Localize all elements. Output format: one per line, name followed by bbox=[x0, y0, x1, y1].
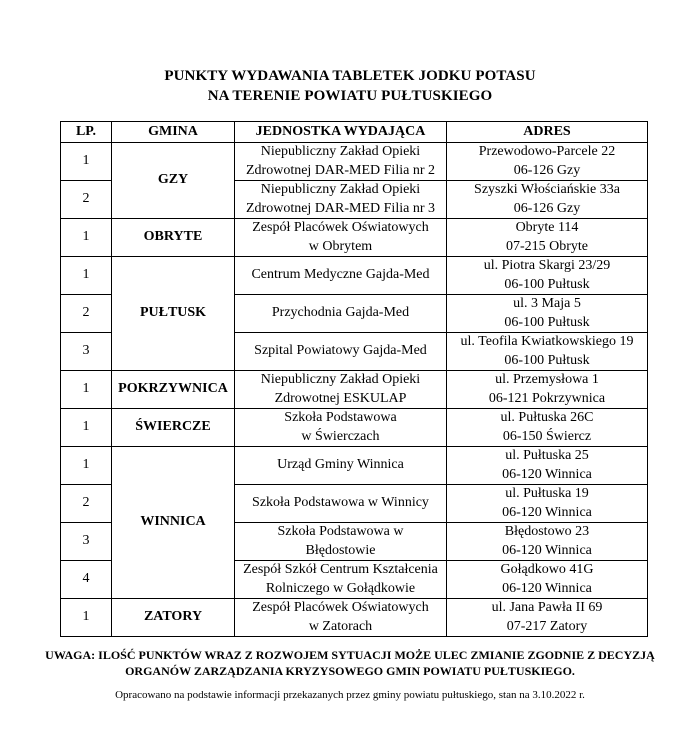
address-line: Obryte 114 bbox=[515, 220, 579, 235]
warning-line-1: UWAGA: ILOŚĆ PUNKTÓW WRAZ Z ROZWOJEM SYTUACJI MOŻE ULEC ZMIANIE ZGODNIE Z DECYZJĄ bbox=[45, 648, 655, 662]
unit-line: w Świerczach bbox=[301, 428, 380, 444]
table-row bbox=[61, 447, 648, 485]
title-line-1: PUNKTY WYDAWANIA TABLETEK JODKU POTASU bbox=[164, 68, 536, 84]
row-number: 2 bbox=[61, 181, 112, 219]
gmina-name: ZATORY bbox=[112, 599, 235, 637]
address-line: ul. Pułtuska 19 bbox=[505, 486, 589, 501]
unit-line: Zdrowotnej DAR-MED Filia nr 2 bbox=[246, 162, 435, 178]
table-row bbox=[61, 599, 648, 637]
address-line: ul. 3 Maja 5 bbox=[513, 296, 581, 311]
unit-cell bbox=[235, 295, 447, 333]
unit-cell bbox=[235, 257, 447, 295]
unit-cell bbox=[235, 371, 447, 409]
address-cell bbox=[447, 181, 648, 219]
unit-cell bbox=[235, 447, 447, 485]
gmina-name: GZY bbox=[112, 143, 235, 219]
unit-line: Rolniczego w Gołądkowie bbox=[265, 580, 416, 596]
address-line: Szyszki Włościańskie 33a bbox=[474, 182, 620, 197]
address-cell bbox=[447, 599, 648, 637]
source-footer: Opracowano na podstawie informacji przekazanych przez gminy powiatu pułtuskiego, stan na 3.10.2022 r. bbox=[115, 689, 585, 701]
table-row bbox=[61, 371, 648, 409]
address-cell bbox=[447, 371, 648, 409]
unit-cell bbox=[235, 143, 447, 181]
address-line: 06-121 Pokrzywnica bbox=[488, 390, 606, 406]
gmina-name: PUŁTUSK bbox=[112, 257, 235, 371]
unit-line: Szkoła Podstawowa bbox=[284, 410, 397, 425]
row-number: 2 bbox=[61, 485, 112, 523]
address-line: 06-100 Pułtusk bbox=[504, 314, 590, 330]
warning-note bbox=[0, 648, 700, 679]
address-line: 06-100 Pułtusk bbox=[504, 276, 590, 292]
document-title bbox=[0, 66, 700, 106]
unit-cell bbox=[235, 333, 447, 371]
row-number: 1 bbox=[61, 371, 112, 409]
table-row bbox=[61, 143, 648, 181]
address-line: 06-120 Winnica bbox=[502, 542, 592, 558]
table-header-row bbox=[61, 122, 648, 143]
unit-cell bbox=[235, 561, 447, 599]
unit-cell bbox=[235, 181, 447, 219]
row-number: 1 bbox=[61, 599, 112, 637]
row-number: 2 bbox=[61, 295, 112, 333]
address-line: 06-120 Winnica bbox=[502, 466, 592, 482]
unit-line: Zespół Placówek Oświatowych bbox=[252, 220, 429, 235]
unit-line: Szkoła Podstawowa w bbox=[277, 524, 404, 539]
row-number: 3 bbox=[61, 333, 112, 371]
header-lp: LP. bbox=[61, 122, 112, 143]
unit-cell bbox=[235, 409, 447, 447]
address-line: 06-120 Winnica bbox=[502, 580, 592, 596]
warning-line-2: ORGANÓW ZARZĄDZANIA KRYZYSOWEGO GMIN POWIATU PUŁTUSKIEGO. bbox=[125, 663, 575, 678]
row-number: 1 bbox=[61, 409, 112, 447]
address-line: 06-120 Winnica bbox=[502, 504, 592, 520]
unit-line: Błędostowie bbox=[305, 542, 376, 558]
unit-line: Szkoła Podstawowa w Winnicy bbox=[252, 495, 429, 511]
gmina-name: ŚWIERCZE bbox=[112, 409, 235, 447]
unit-line: Urząd Gminy Winnica bbox=[277, 457, 404, 473]
header-gmina: GMINA bbox=[112, 122, 235, 143]
unit-cell bbox=[235, 523, 447, 561]
address-cell bbox=[447, 409, 648, 447]
address-line: 07-215 Obryte bbox=[505, 238, 589, 254]
address-line: ul. Jana Pawła II 69 bbox=[491, 600, 603, 615]
address-cell bbox=[447, 143, 648, 181]
address-cell bbox=[447, 561, 648, 599]
address-line: 07-217 Zatory bbox=[506, 618, 588, 634]
address-cell bbox=[447, 257, 648, 295]
distribution-points-table bbox=[60, 121, 648, 637]
unit-cell bbox=[235, 599, 447, 637]
address-cell bbox=[447, 219, 648, 257]
table-body bbox=[61, 143, 648, 637]
row-number: 1 bbox=[61, 257, 112, 295]
unit-cell bbox=[235, 485, 447, 523]
address-cell bbox=[447, 485, 648, 523]
address-line: ul. Pułtuska 26C bbox=[500, 410, 594, 425]
gmina-name: OBRYTE bbox=[112, 219, 235, 257]
address-line: 06-126 Gzy bbox=[513, 200, 581, 216]
table-row bbox=[61, 257, 648, 295]
address-line: ul. Pułtuska 25 bbox=[505, 448, 589, 463]
unit-line: Zdrowotnej DAR-MED Filia nr 3 bbox=[246, 200, 435, 216]
table-row bbox=[61, 409, 648, 447]
title-line-2: NA TERENIE POWIATU PUŁTUSKIEGO bbox=[207, 88, 493, 104]
header-address: ADRES bbox=[447, 122, 648, 143]
address-cell bbox=[447, 295, 648, 333]
unit-line: Szpital Powiatowy Gajda-Med bbox=[254, 343, 427, 359]
address-cell bbox=[447, 447, 648, 485]
address-cell bbox=[447, 523, 648, 561]
address-line: 06-100 Pułtusk bbox=[504, 352, 590, 368]
address-line: 06-150 Świercz bbox=[502, 428, 592, 444]
unit-line: Niepubliczny Zakład Opieki bbox=[260, 372, 421, 387]
row-number: 3 bbox=[61, 523, 112, 561]
address-line: Błędostowo 23 bbox=[504, 524, 590, 539]
unit-line: Niepubliczny Zakład Opieki bbox=[260, 182, 421, 197]
gmina-name: POKRZYWNICA bbox=[112, 371, 235, 409]
unit-line: w Zatorach bbox=[308, 618, 373, 634]
gmina-name: WINNICA bbox=[112, 447, 235, 599]
row-number: 1 bbox=[61, 447, 112, 485]
address-line: Gołądkowo 41G bbox=[500, 562, 594, 577]
unit-line: Centrum Medyczne Gajda-Med bbox=[251, 267, 430, 283]
unit-line: w Obrytem bbox=[308, 238, 373, 254]
unit-line: Zespół Szkół Centrum Kształcenia bbox=[243, 562, 438, 577]
address-cell bbox=[447, 333, 648, 371]
address-line: ul. Przemysłowa 1 bbox=[495, 372, 599, 387]
row-number: 4 bbox=[61, 561, 112, 599]
address-line: Przewodowo-Parcele 22 bbox=[478, 144, 616, 159]
table-row bbox=[61, 219, 648, 257]
unit-line: Zdrowotnej ESKULAP bbox=[274, 390, 407, 406]
unit-line: Niepubliczny Zakład Opieki bbox=[260, 144, 421, 159]
row-number: 1 bbox=[61, 143, 112, 181]
row-number: 1 bbox=[61, 219, 112, 257]
address-line: 06-126 Gzy bbox=[513, 162, 581, 178]
unit-line: Zespół Placówek Oświatowych bbox=[252, 600, 429, 615]
unit-line: Przychodnia Gajda-Med bbox=[271, 305, 410, 321]
address-line: ul. Piotra Skargi 23/29 bbox=[483, 258, 611, 273]
unit-cell bbox=[235, 219, 447, 257]
address-line: ul. Teofila Kwiatkowskiego 19 bbox=[460, 334, 634, 349]
header-unit: JEDNOSTKA WYDAJĄCA bbox=[235, 122, 447, 143]
